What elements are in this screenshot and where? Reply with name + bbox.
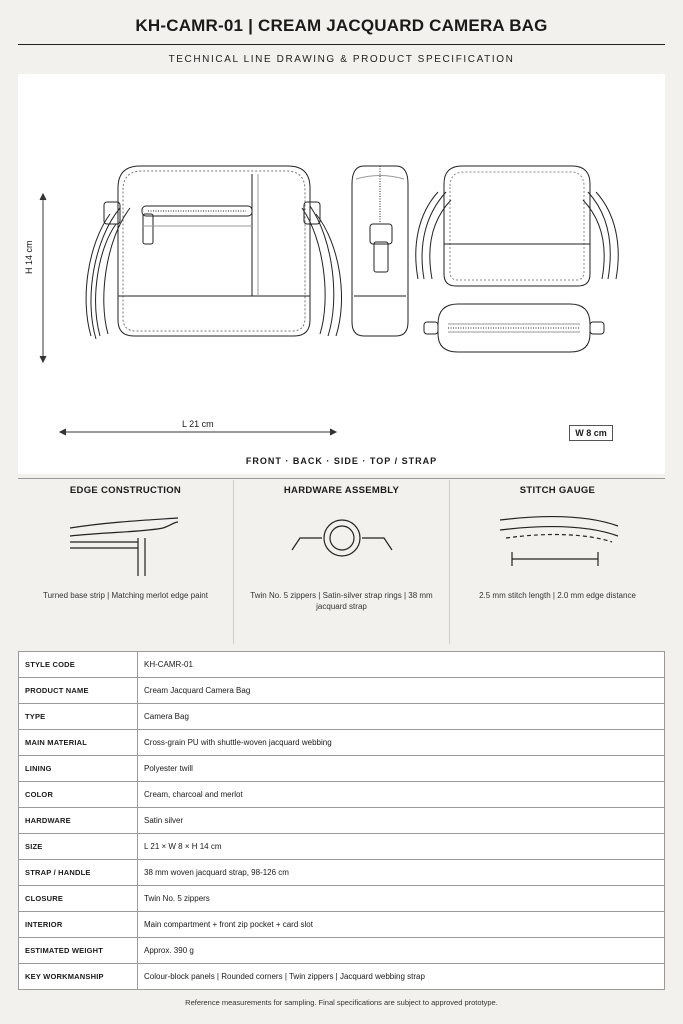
detail-title: HARDWARE ASSEMBLY [283,485,400,496]
detail-stitch-gauge [449,480,665,644]
spec-value: Satin silver [138,808,665,834]
spec-value: Polyester twill [138,756,665,782]
table-row [19,678,665,704]
table-row [19,704,665,730]
table-row [19,808,665,834]
spec-key: LINING [19,756,138,782]
footer-note: Reference measurements for sampling. Final specifications are subject to approved prototype. [185,998,498,1007]
construction-details [18,480,665,644]
detail-caption: 2.5 mm stitch length | 2.0 mm edge distance [479,591,636,600]
technical-drawing-panel [18,74,665,474]
spec-key: MAIN MATERIAL [19,730,138,756]
height-dimension-label: H 14 cm [24,240,34,274]
detail-caption: Turned base strip | Matching merlot edge paint [43,591,208,600]
detail-caption: Twin No. 5 zippers | Satin-silver strap rings | 38 mm jacquard strap [250,591,433,611]
spec-value: 38 mm woven jacquard strap, 98-126 cm [138,860,665,886]
side-view-drawing [352,166,408,336]
width-dimension-badge: W 8 cm [569,425,613,441]
table-row [19,782,665,808]
spec-key: ESTIMATED WEIGHT [19,938,138,964]
specification-table [18,651,665,990]
top-view-drawing [424,304,604,352]
detail-title: EDGE CONSTRUCTION [69,485,182,496]
spec-key: TYPE [19,704,138,730]
hardware-ring-icon [234,508,450,578]
spec-value: Twin No. 5 zippers [138,886,665,912]
spec-key: STRAP / HANDLE [19,860,138,886]
table-row [19,652,665,678]
stitch-gauge-icon [450,508,666,578]
spec-value: Cross-grain PU with shuttle-woven jacquard webbing [138,730,665,756]
section-divider [18,478,665,479]
back-view-drawing [416,166,618,286]
spec-key: PRODUCT NAME [19,678,138,704]
spec-value: Cream, charcoal and merlot [138,782,665,808]
spec-key: STYLE CODE [19,652,138,678]
detail-title: STITCH GAUGE [519,485,596,496]
table-row [19,964,665,990]
front-view-drawing [86,166,341,339]
table-row [19,860,665,886]
height-dimension-line [40,194,46,362]
table-row [19,938,665,964]
table-row [19,912,665,938]
spec-key: SIZE [19,834,138,860]
detail-edge-construction [18,480,233,644]
views-caption: FRONT · BACK · SIDE · TOP / STRAP [245,456,438,466]
detail-hardware-assembly [233,480,449,644]
spec-value: Main compartment + front zip pocket + card slot [138,912,665,938]
length-dimension-label: L 21 cm [182,419,214,429]
spec-key: INTERIOR [19,912,138,938]
spec-value: KH-CAMR-01 [138,652,665,678]
spec-key: COLOR [19,782,138,808]
spec-value: Cream Jacquard Camera Bag [138,678,665,704]
table-row [19,834,665,860]
page-subtitle: TECHNICAL LINE DRAWING & PRODUCT SPECIFICATION [168,54,515,65]
spec-value: Approx. 390 g [138,938,665,964]
spec-value: Colour-block panels | Rounded corners | Twin zippers | Jacquard webbing strap [138,964,665,990]
table-row [19,886,665,912]
spec-value: L 21 × W 8 × H 14 cm [138,834,665,860]
table-row [19,730,665,756]
spec-value: Camera Bag [138,704,665,730]
page-title: KH-CAMR-01 | CREAM JACQUARD CAMERA BAG [135,16,548,35]
spec-key: KEY WORKMANSHIP [19,964,138,990]
table-row [19,756,665,782]
spec-key: CLOSURE [19,886,138,912]
length-dimension-line [60,429,336,435]
edge-construction-icon [18,508,233,578]
title-divider [18,44,665,45]
spec-key: HARDWARE [19,808,138,834]
